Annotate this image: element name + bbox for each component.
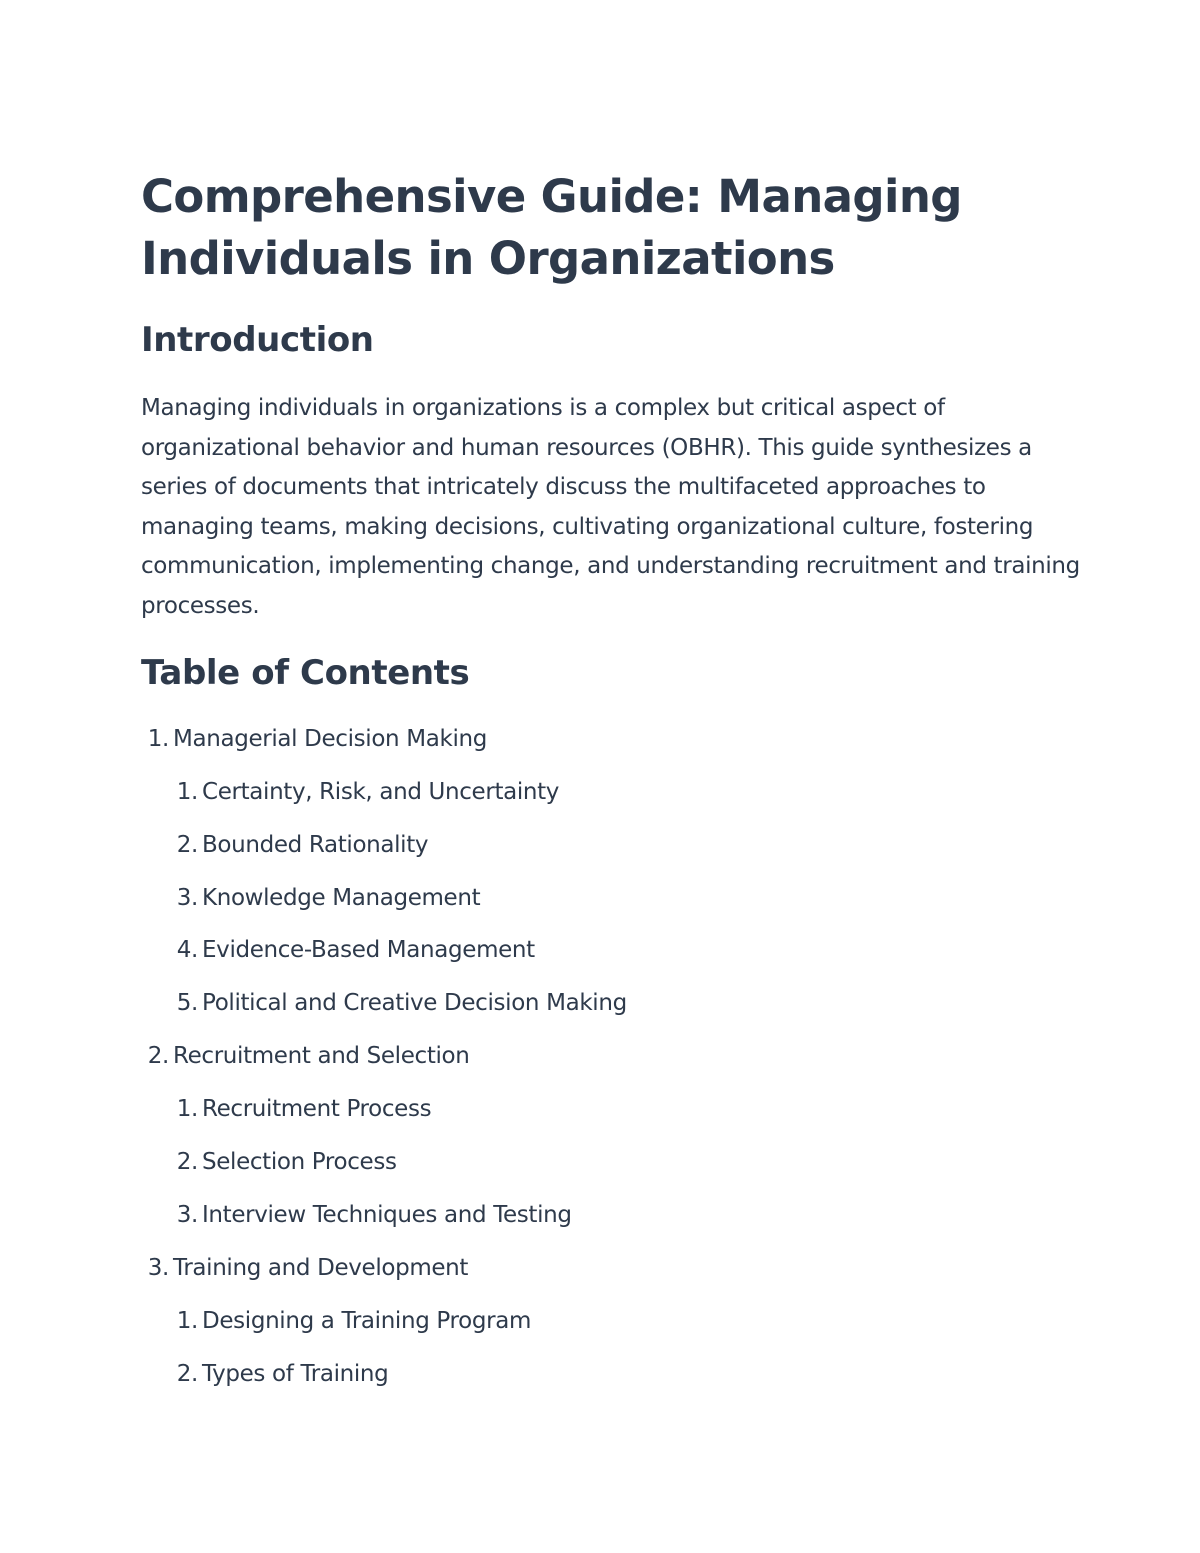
toc-subitem-certainty-risk-uncertainty — [170, 777, 559, 807]
toc-subitem-label: Certainty, Risk, and Uncertainty — [202, 779, 560, 805]
toc-subitem-interview-techniques-testing — [170, 1200, 572, 1230]
toc-subitem-number: 2. — [176, 1361, 198, 1387]
toc-subitem-label: Evidence-Based Management — [202, 937, 535, 963]
toc-subitem-knowledge-management — [170, 883, 480, 913]
toc-subitem-number: 1. — [176, 1308, 198, 1334]
toc-subitem-number: 1. — [176, 1096, 198, 1122]
toc-subitem-number: 3. — [176, 885, 198, 911]
toc-subitem-label: Designing a Training Program — [202, 1308, 532, 1334]
toc-subitem-number: 2. — [176, 1149, 198, 1175]
toc-subitem-label: Bounded Rationality — [202, 832, 429, 858]
toc-subitem-types-of-training — [170, 1359, 388, 1389]
toc-subitem-number: 5. — [176, 990, 198, 1016]
toc-subitem-label: Selection Process — [202, 1149, 397, 1175]
toc-subitem-number: 1. — [176, 779, 198, 805]
toc-subitem-number: 3. — [176, 1202, 198, 1228]
introduction-heading: Introduction — [141, 320, 374, 360]
toc-item-label: Training and Development — [173, 1255, 469, 1281]
page-title: Comprehensive Guide: Managing Individuals in Organizations — [141, 170, 962, 285]
toc-subitem-bounded-rationality — [170, 830, 428, 860]
toc-subitem-label: Political and Creative Decision Making — [202, 990, 627, 1016]
introduction-paragraph: Managing individuals in organizations is a complex but critical aspect of organizational behavior and human resources (OBHR). This guide synthesizes a series of documents that intricately discuss the multifaceted approaches to managing teams, making decisions, cultivating organizational culture, fostering communication, implementing change, and understanding recruitment and training processes. — [141, 395, 1080, 619]
toc-item-label: Managerial Decision Making — [173, 726, 487, 752]
toc-subitem-designing-training-program — [170, 1306, 531, 1336]
toc-item-managerial-decision-making — [141, 724, 487, 754]
toc-item-recruitment-and-selection — [141, 1041, 469, 1071]
toc-subitem-label: Types of Training — [202, 1361, 389, 1387]
toc-subitem-political-creative-decision-making — [170, 988, 627, 1018]
toc-subitem-selection-process — [170, 1147, 397, 1177]
toc-subitem-label: Knowledge Management — [202, 885, 481, 911]
toc-item-number: 2. — [147, 1043, 169, 1069]
toc-subitem-label: Recruitment Process — [202, 1096, 432, 1122]
toc-item-training-and-development — [141, 1253, 468, 1283]
toc-item-number: 3. — [147, 1255, 169, 1281]
toc-subitem-evidence-based-management — [170, 935, 535, 965]
toc-subitem-label: Interview Techniques and Testing — [202, 1202, 572, 1228]
toc-subitem-recruitment-process — [170, 1094, 431, 1124]
toc-item-label: Recruitment and Selection — [173, 1043, 470, 1069]
toc-subitem-number: 2. — [176, 832, 198, 858]
toc-item-number: 1. — [147, 726, 169, 752]
toc-subitem-number: 4. — [176, 937, 198, 963]
table-of-contents-heading: Table of Contents — [141, 653, 470, 693]
